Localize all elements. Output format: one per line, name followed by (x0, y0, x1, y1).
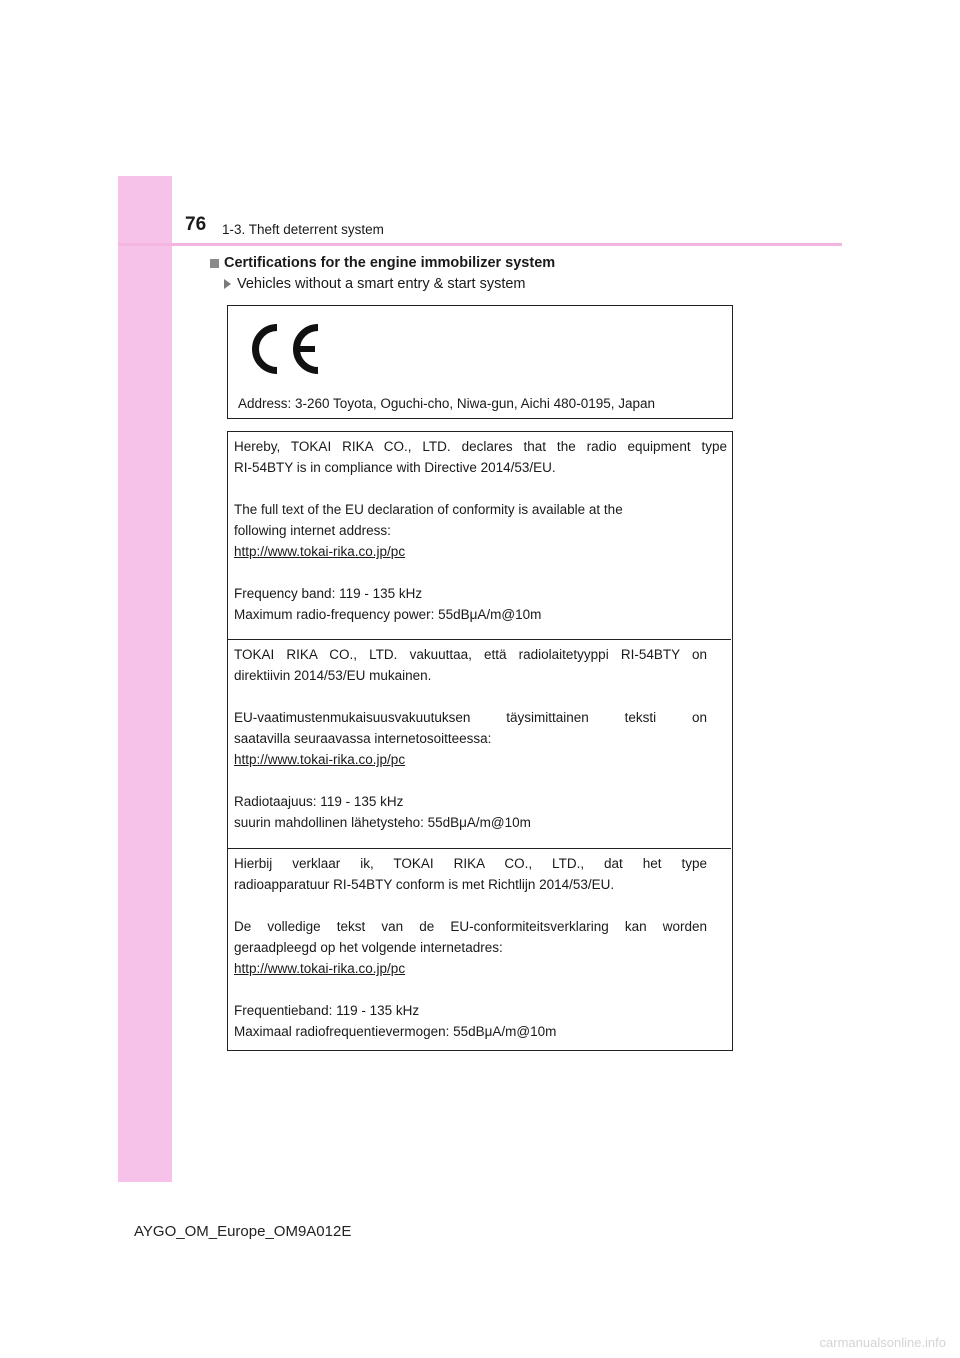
declaration-dutch (228, 848, 731, 1050)
frequency-band: Frequentieband: 119 - 135 kHz (234, 1003, 420, 1018)
document-footer: AYGO_OM_Europe_OM9A012E (134, 1223, 352, 1240)
header-rule (118, 243, 842, 246)
declaration-finnish (228, 639, 731, 848)
declaration-text-line: EU-vaatimustenmukaisuusvakuutuksen täysimittainen teksti on (234, 710, 707, 725)
section-heading-text: Certifications for the engine immobilizer system (224, 255, 556, 271)
subheading (224, 276, 526, 292)
chapter-sidebar-tab (118, 176, 172, 1182)
declaration-text-line: saatavilla seuraavassa internetosoitteessa: (234, 731, 492, 746)
declaration-text-line: radioapparatuur RI-54BTY conform is met Richtlijn 2014/53/EU. (234, 877, 615, 892)
manufacturer-address: Address: 3-260 Toyota, Oguchi-cho, Niwa-gun, Aichi 480-0195, Japan (238, 396, 656, 411)
square-bullet-icon (210, 259, 219, 268)
declaration-box (227, 431, 733, 1051)
declaration-text-line: Hereby, TOKAI RIKA CO., LTD. declares that the radio equipment type (234, 439, 727, 454)
ce-certification-box (227, 305, 733, 419)
frequency-band: Radiotaajuus: 119 - 135 kHz (234, 794, 404, 809)
declaration-english (228, 432, 731, 639)
declaration-text-line: RI-54BTY is in compliance with Directive 2014/53/EU. (234, 460, 556, 475)
declaration-text-line: The full text of the EU declaration of conformity is available at the (234, 502, 623, 517)
section-title: 1-3. Theft deterrent system (222, 222, 384, 237)
max-power: suurin mahdollinen lähetysteho: 55dBμA/m@10m (234, 815, 531, 830)
triangle-bullet-icon (224, 279, 231, 289)
declaration-url-link[interactable]: http://www.tokai-rika.co.jp/pc (234, 752, 406, 767)
section-heading (210, 255, 555, 271)
declaration-url-link[interactable]: http://www.tokai-rika.co.jp/pc (234, 544, 406, 559)
declaration-text-line: direktiivin 2014/53/EU mukainen. (234, 668, 432, 683)
watermark: carmanualsonline.info (819, 1335, 946, 1350)
frequency-band: Frequency band: 119 - 135 kHz (234, 586, 423, 601)
declaration-url-link[interactable]: http://www.tokai-rika.co.jp/pc (234, 961, 406, 976)
max-power: Maximum radio-frequency power: 55dBμA/m@10m (234, 607, 542, 622)
declaration-text-line: geraadpleegd op het volgende internetadres: (234, 940, 503, 955)
max-power: Maximaal radiofrequentievermogen: 55dBμA/m@10m (234, 1024, 557, 1039)
declaration-text-line: following internet address: (234, 523, 391, 538)
subheading-text: Vehicles without a smart entry & start system (237, 276, 526, 292)
declaration-text-line: De volledige tekst van de EU-conformiteitsverklaring kan worden (234, 919, 707, 934)
declaration-text-line: TOKAI RIKA CO., LTD. vakuuttaa, että radiolaitetyyppi RI-54BTY on (234, 647, 707, 662)
declaration-text-line: Hierbij verklaar ik, TOKAI RIKA CO., LTD., dat het type (234, 856, 707, 871)
ce-mark-icon (248, 324, 320, 374)
page-number: 76 (185, 214, 207, 235)
